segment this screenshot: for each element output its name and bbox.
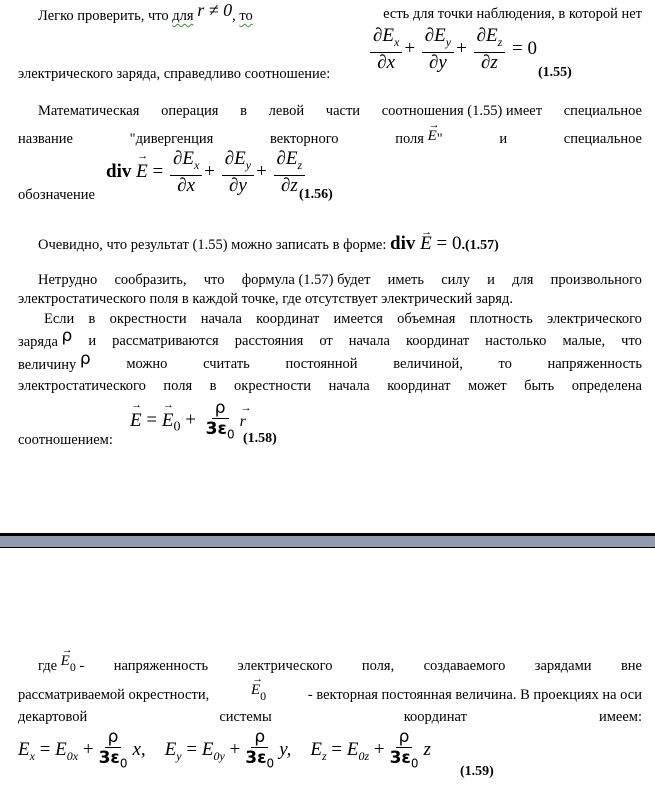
word: поля, — [361, 658, 395, 674]
lhs: E — [18, 738, 30, 760]
equals-sign: = — [186, 738, 198, 760]
word: поля — [163, 378, 193, 394]
word: название — [18, 131, 73, 147]
paragraph-2-line-3: обозначение — [18, 187, 95, 203]
word: быть — [524, 378, 555, 394]
word: и — [88, 333, 97, 349]
paragraph-2-line-2 — [18, 128, 642, 148]
word: электрического — [546, 311, 642, 327]
plus-sign: + — [229, 738, 241, 760]
equation-rhs: = 0 — [436, 233, 462, 254]
subscript: 0z — [358, 748, 370, 763]
word: формула (1.57) будет — [241, 272, 371, 288]
inline-math: r ≠ 0 — [197, 0, 233, 20]
word: то — [498, 356, 512, 372]
word: координат — [256, 311, 320, 327]
subscript: 0 — [266, 756, 275, 771]
vector-e: → E — [428, 128, 437, 145]
paragraph-2-line-1 — [38, 103, 642, 120]
rho-symbol: ρ — [79, 349, 91, 369]
lhs: E — [164, 738, 177, 760]
plus-sign: + — [373, 738, 385, 760]
word: и — [487, 272, 495, 288]
numerator: ∂E — [276, 148, 298, 169]
plus-sign: + — [256, 160, 267, 182]
numerator: ∂E — [373, 25, 394, 46]
equation-number: (1.55) — [538, 65, 572, 80]
plus-sign: + — [404, 37, 416, 59]
rho-symbol: ρ — [61, 326, 73, 346]
vector-e: → E — [136, 161, 148, 183]
equation-1-57 — [390, 233, 461, 254]
word: координат — [405, 333, 470, 349]
subscript: x — [29, 748, 35, 763]
word: что — [203, 272, 225, 288]
word: системы — [219, 709, 272, 725]
equation-number: .(1.57) — [461, 238, 499, 253]
equals-sign: = — [146, 409, 158, 431]
fraction — [170, 149, 202, 196]
vector-e: → E — [130, 410, 142, 432]
word: где — [38, 658, 58, 674]
word: соотношения (1.55) имеет — [381, 103, 543, 119]
word: Нетрудно — [38, 272, 98, 288]
equation-rhs: = 0 — [512, 37, 537, 59]
subscript: 0 — [410, 756, 419, 771]
word: в — [209, 378, 217, 394]
word: иметь — [387, 272, 424, 288]
quote: " — [436, 131, 443, 147]
subscript: 0 — [119, 756, 128, 771]
vector-e0: → E — [251, 682, 260, 699]
denominator: 3ε — [389, 748, 411, 768]
word-group — [18, 326, 73, 351]
word: расстояния — [234, 333, 304, 349]
subscript: y — [445, 34, 452, 49]
equation-number: (1.59) — [460, 764, 494, 779]
variable: y, — [279, 738, 292, 760]
numerator: ∂E — [224, 148, 246, 169]
fraction — [242, 727, 277, 773]
div-operator: div — [390, 233, 416, 254]
word: векторного — [269, 131, 339, 147]
subscript: x — [394, 34, 400, 49]
subscript: z — [321, 748, 327, 763]
e0: E — [201, 738, 214, 760]
equals-sign: = — [39, 738, 51, 760]
paragraph-3 — [38, 235, 499, 254]
word: операция — [161, 103, 219, 119]
word: электрического — [237, 658, 333, 674]
text-fragment: есть для точки наблюдения, в которой нет — [383, 6, 642, 22]
word-group — [38, 653, 85, 679]
word: что — [621, 333, 642, 349]
word: специальное — [563, 103, 642, 119]
denominator: ∂z — [280, 174, 298, 196]
text-fragment: - векторная постоянная величина. В проекциях на оси — [307, 687, 642, 703]
word: специальное — [563, 131, 642, 147]
plus-sign: + — [82, 738, 94, 760]
paragraph-5-line-3 — [18, 349, 642, 374]
word: Математическая — [38, 103, 140, 119]
equation-number: (1.56) — [299, 187, 333, 202]
denominator: ∂y — [228, 174, 247, 196]
word: части — [325, 103, 361, 119]
fraction — [422, 26, 454, 73]
paragraph-1-line-2: электрического заряда, справедливо соотношение: — [18, 66, 331, 82]
page-break-band — [0, 536, 655, 547]
word: окрестности — [234, 378, 312, 394]
numerator-rho: ρ — [251, 727, 268, 748]
paragraph-1-line-1 — [38, 0, 642, 25]
word: величиной, — [393, 356, 463, 372]
numerator-rho: ρ — [105, 727, 122, 748]
fraction — [203, 398, 238, 444]
e0: E — [55, 738, 67, 760]
vector-e0: → E — [61, 653, 70, 670]
word: Если — [44, 311, 75, 327]
equals-sign: = — [331, 738, 343, 760]
variable: x, — [132, 738, 146, 760]
subscript: 0x — [66, 748, 79, 763]
spellcheck-word[interactable]: для — [172, 8, 194, 24]
fraction — [387, 727, 422, 773]
word: постоянной — [285, 356, 358, 372]
vector-e: → E — [420, 235, 432, 252]
text: Очевидно, что результат (1.55) можно записать в форме: — [38, 237, 387, 253]
subscript: y — [245, 157, 252, 172]
subscript: 0 — [226, 427, 235, 442]
e0: E — [346, 738, 359, 760]
equation-1-55 — [368, 26, 537, 73]
equation-part-y — [164, 727, 296, 771]
denominator: ∂z — [481, 51, 498, 73]
word: поля — [395, 131, 424, 147]
numerator-rho: ρ — [212, 398, 229, 419]
equation-1-59 — [18, 727, 431, 773]
denominator: 3ε — [245, 748, 267, 768]
word: считать — [203, 356, 250, 372]
numerator-rho: ρ — [396, 727, 413, 748]
paragraph-5-line-5: соотношением: — [18, 432, 113, 448]
word: от — [319, 333, 333, 349]
paragraph-4-line-2: электростатического поля в каждой точке, где отсутствует электрический заряд. — [18, 291, 513, 307]
word: напряженность — [113, 658, 209, 674]
text-fragment: , — [232, 8, 236, 24]
numerator: ∂E — [424, 25, 446, 46]
subscript: 0 — [260, 688, 267, 703]
equals-sign: = — [152, 160, 164, 182]
subscript: x — [193, 157, 200, 172]
word: начала — [200, 311, 242, 327]
word: и — [499, 131, 508, 147]
text — [38, 0, 253, 25]
word: сообразить, — [114, 272, 187, 288]
word: электростатического — [18, 378, 146, 394]
subscript: 0y — [213, 748, 225, 763]
equation-1-58 — [130, 398, 246, 444]
word: в — [88, 311, 96, 327]
plus-sign: + — [185, 409, 196, 431]
word: окрестности — [109, 311, 187, 327]
word: может — [467, 378, 507, 394]
word: плотность — [469, 311, 533, 327]
text-fragment: Легко проверить, что — [38, 8, 169, 24]
paragraph-5-line-2 — [18, 326, 642, 351]
word: создаваемого — [423, 658, 506, 674]
word: произвольного — [550, 272, 642, 288]
subscript: 0 — [173, 419, 181, 435]
word: координат — [403, 709, 467, 725]
equation-1-56 — [106, 149, 307, 196]
word-group — [250, 682, 267, 708]
fraction — [370, 26, 402, 73]
word: настолько — [485, 333, 547, 349]
paragraph-5-line-4 — [18, 378, 642, 395]
denominator: 3ε — [98, 748, 120, 768]
word: для — [512, 272, 534, 288]
word-group — [395, 128, 443, 148]
word: левой — [268, 103, 305, 119]
word: заряда — [18, 334, 58, 350]
word: координат — [387, 378, 451, 394]
page-break-bottom-border — [0, 547, 655, 548]
word: рассматриваются — [112, 333, 219, 349]
page2-paragraph-line-1 — [38, 653, 642, 679]
word: имеется — [333, 311, 383, 327]
word: в — [240, 103, 247, 119]
page2-paragraph-line-3 — [18, 709, 642, 726]
subscript: z — [497, 34, 503, 49]
word: начала — [328, 378, 370, 394]
vector-e0: → E — [162, 410, 174, 432]
word: вне — [620, 658, 642, 674]
word: можно — [126, 356, 168, 372]
paragraph-5-line-1 — [44, 311, 642, 328]
dash: - — [79, 658, 85, 674]
subscript: z — [297, 157, 303, 172]
word: величину — [18, 357, 77, 373]
word: имеем: — [598, 709, 642, 725]
page2-paragraph-line-2 — [18, 682, 642, 708]
denominator: ∂x — [377, 51, 396, 73]
vector-r: → r — [240, 413, 246, 431]
denominator: 3ε — [205, 419, 227, 439]
text-fragment: рассматриваемой окрестности, — [18, 687, 210, 703]
denominator: ∂y — [429, 51, 447, 73]
lhs: E — [310, 738, 322, 760]
word: декартовой — [18, 709, 88, 725]
word: начала — [348, 333, 390, 349]
variable: z — [423, 738, 431, 760]
numerator: ∂E — [172, 148, 194, 169]
fraction — [222, 149, 254, 196]
word-group — [18, 349, 91, 374]
denominator: ∂x — [177, 174, 196, 196]
plus-sign: + — [204, 160, 215, 182]
fraction — [96, 727, 131, 773]
equation-number: (1.58) — [243, 431, 277, 446]
spellcheck-word[interactable]: то — [239, 8, 253, 24]
fraction — [474, 26, 506, 73]
div-operator: div — [106, 160, 132, 182]
paragraph-4-line-1 — [38, 272, 642, 289]
equation-part-z — [310, 727, 431, 771]
subscript: 0 — [69, 659, 76, 674]
word: напряженность — [547, 356, 642, 372]
plus-sign: + — [456, 37, 467, 59]
word: малые, — [562, 333, 606, 349]
word: объемная — [397, 311, 456, 327]
word: силу — [441, 272, 470, 288]
word: зарядами — [534, 658, 592, 674]
equation-part-x — [18, 727, 150, 771]
word: "дивергенция — [129, 131, 214, 147]
word: определена — [571, 378, 642, 394]
subscript: y — [176, 748, 182, 763]
numerator: ∂E — [476, 25, 498, 46]
